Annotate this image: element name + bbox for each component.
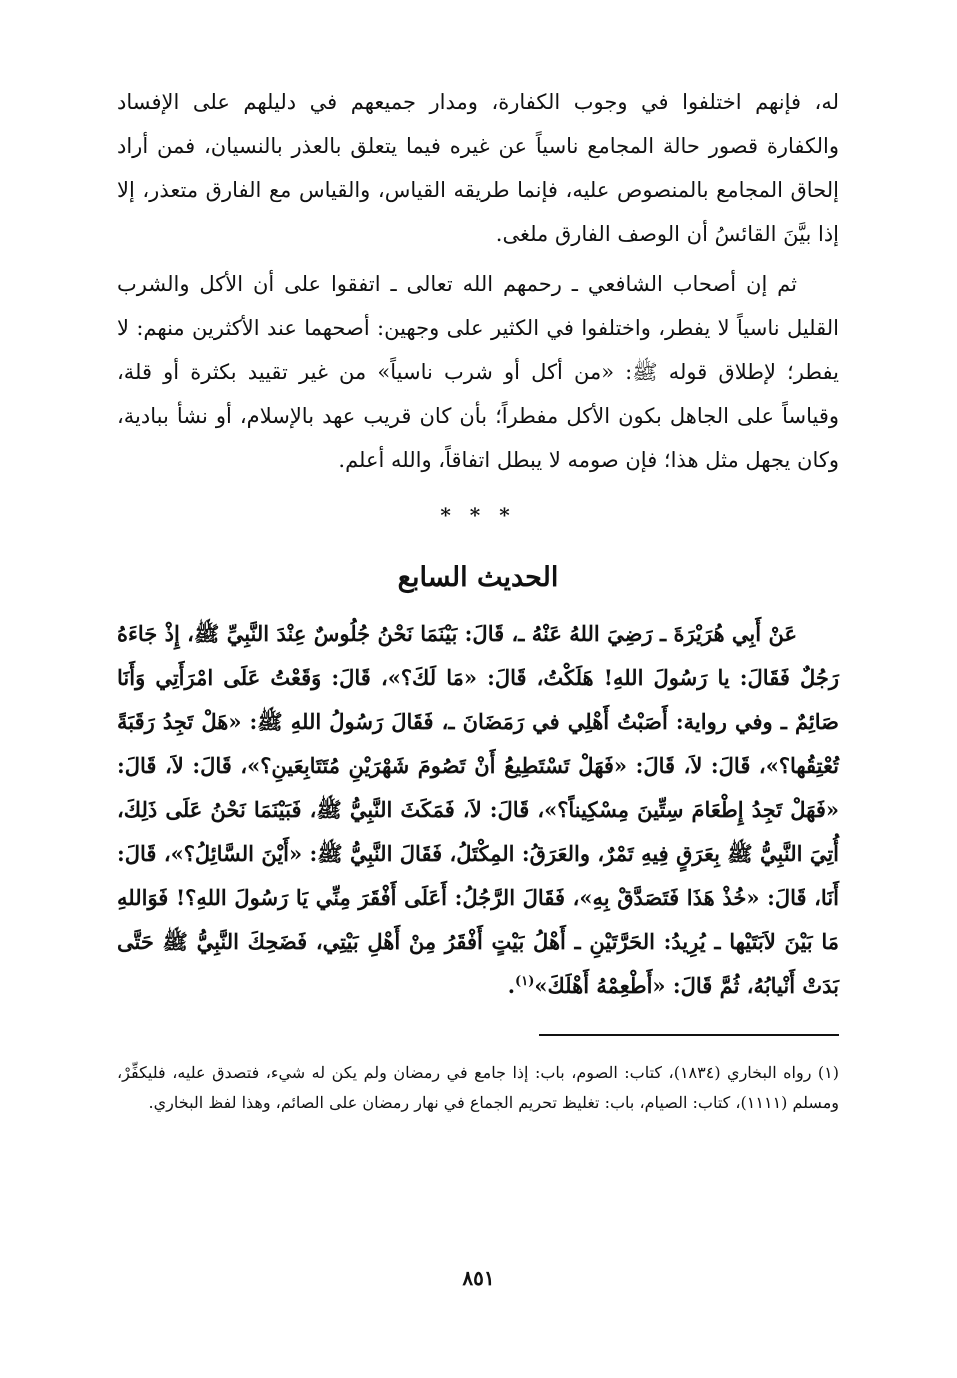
footnote-reference[interactable]: (١) xyxy=(515,974,535,989)
section-title: الحديث السابع xyxy=(397,562,559,593)
page-content xyxy=(117,80,839,1134)
section-separator: * * * xyxy=(440,503,516,527)
hadith-body: عَنْ أَبِي هُرَيْرَةَ ـ رَضِيَ اللهُ عَنْهُ ـ، قَالَ: بَيْنَمَا نَحْنُ جُلُوسٌ عِنْدَ النَّبِيِّ ﷺ، إِذْ جَاءَهُ رَجُلٌ فَقَالَ: يا رَسُولَ اللهِ! هَلَكْتُ، قَالَ: «مَا لَكَ؟»، قَالَ: وَقَعْتُ عَلَى امْرَأَتِي وَأَنَا صَائِمٌ ـ وفي رواية: أَصَبْتُ أَهْلِي في رَمَضَانَ ـ، فَقَالَ رَسُولُ اللهِ ﷺ: «هَلْ تَجِدُ رَقَبَةً تُعْتِقُها؟»، قَالَ: لاَ، قَالَ: «فَهَلْ تَسْتَطِيعُ أَنْ تَصُومَ شَهْرَيْنِ مُتَتَابِعَينِ؟»، قَالَ: لاَ، قَالَ: «فَهَلْ تَجِدُ إِطْعَامَ سِتِّينَ مِسْكِيناً؟»، قَالَ: لاَ، فَمَكَثَ النَّبِيُّ ﷺ، فَبَيْنَمَا نَحْنُ عَلَى ذَلِكَ، أُتِيَ النَّبِيُّ ﷺ بِعَرَقٍ فِيهِ تَمْرٌ، والعَرَقُ: المِكْتَلُ، فَقَالَ النَّبِيُّ ﷺ: «أَيْنَ السَّائِلُ؟»، قَالَ: أَنَا، قَالَ: «خُذْ هَذَا فَتَصَدَّقْ بِهِ»، فَقَالَ الرَّجُلُ: أَعَلَى أَفْقَرَ مِنِّي يَا رَسُولَ اللهِ؟! فَوَاللهِ مَا بَيْنَ لاَبَتَيْها ـ يُرِيدُ: الحَرَّتَيْنِ ـ أَهْلُ بَيْتٍ أَفْقَرُ مِنْ أَهْلِ بَيْتِي، فَضَحِكَ النَّبِيُّ ﷺ حَتَّى بَدَتْ أَنْيابُهُ، ثُمَّ قَالَ: «أَطْعِمْهُ أَهْلَكَ» xyxy=(117,621,839,998)
body-paragraph-2: ثم إن أصحاب الشافعي ـ رحمهم الله تعالى ـ اتفقوا على أن الأكل والشرب القليل ناسياً لا يفطر، واختلفوا في الكثير على وجهين: أصحهما عند الأكثرين منهم: لا يفطر؛ لإطلاق قوله ﷺ: «من أكل أو شرب ناسياً» من غير تقييد بكثرة أو قلة، وقياساً على الجاهل بكون الأكل مفطراً؛ بأن كان قريب عهد بالإسلام، أو نشأ ببادية، وكان يجهل مثل هذا؛ فإن صومه لا يبطل اتفاقاً، والله أعلم. xyxy=(117,272,839,472)
footnote: (١) رواه البخاري (١٨٣٤)، كتاب: الصوم، باب: إذا جامع في رمضان ولم يكن له شيء، فتصدق عليه، فليكفِّرْ، ومسلم (١١١١)، كتاب: الصيام، باب: تغليظ تحريم الجماع في نهار رمضان على الصائم، وهذا لفظ البخاري. xyxy=(117,1063,840,1112)
page-number: ٨٥١ xyxy=(462,1266,495,1290)
hadith-end-mark: . xyxy=(507,973,516,998)
body-paragraph-1: له، فإنهم اختلفوا في وجوب الكفارة، ومدار جميعهم في دليلهم على الإفساد والكفارة قصور حالة المجامع ناسياً عن غيره فيما يتعلق بالعذر بالنسيان، فمن أراد إلحاق المجامع بالمنصوص عليه، فإنما طريقه القياس، والقياس مع الفارق متعذر، إلا إذا بيَّنَ القائسُ أن الوصف الفارق ملغى. xyxy=(117,90,839,246)
footnote-divider xyxy=(539,1034,839,1036)
hadith-text xyxy=(117,612,839,1008)
